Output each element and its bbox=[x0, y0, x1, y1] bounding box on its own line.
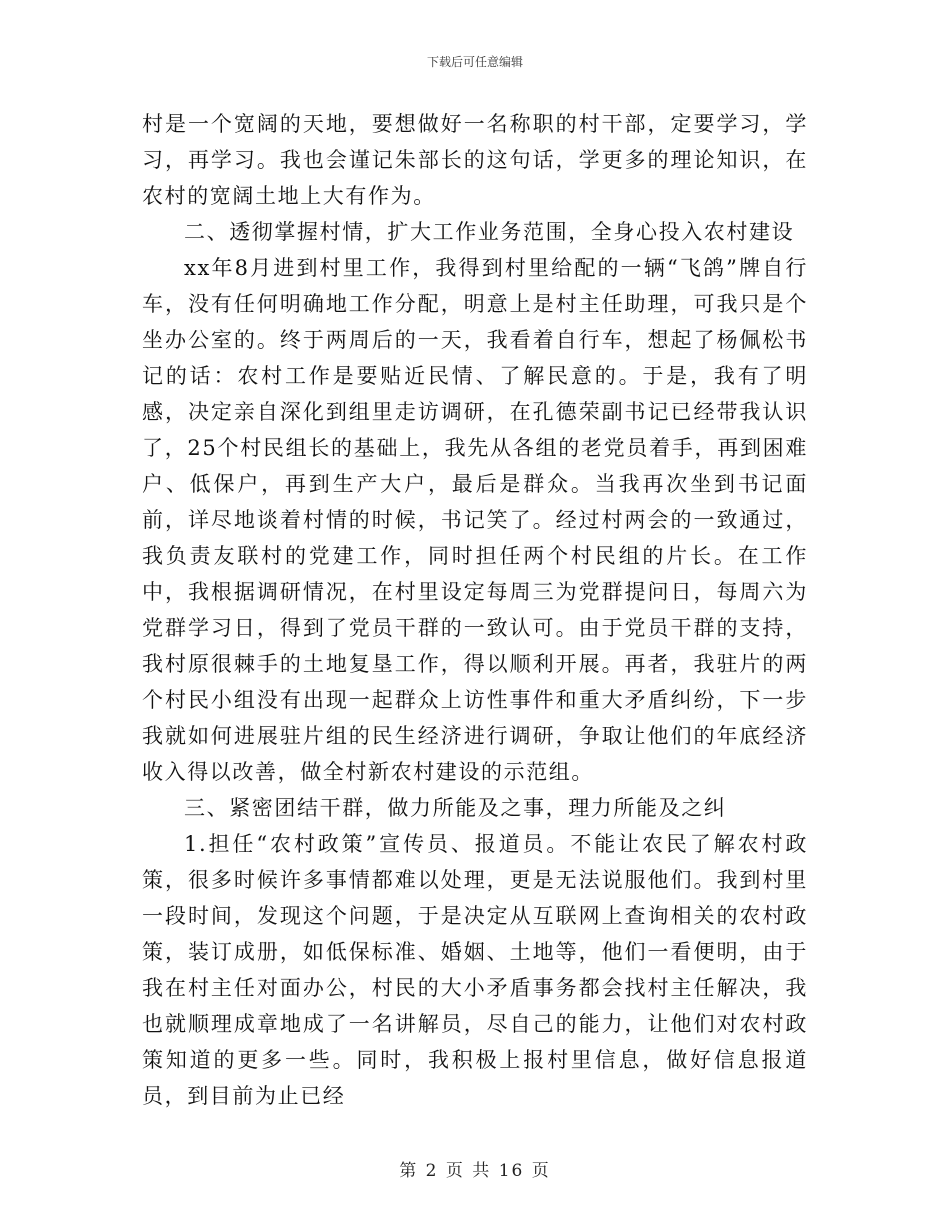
paragraph-continuation: 村是一个宽阔的天地，要想做好一名称职的村干部，定要学习，学习，再学习。我也会谨记朱部长的这句话，学更多的理论知识，在农村的宽阔土地上大有作为。 bbox=[142, 112, 808, 208]
section-heading-3: 三、紧密团结干群，做力所能及之事，理力所能及之纠 bbox=[184, 796, 727, 820]
paragraph-village-work: xx年8月进到村里工作，我得到村里给配的一辆“飞鸽”牌自行车，没有任何明确地工作分配，明意上是村主任助理，可我只是个坐办公室的。终于两周后的一天，我看着自行车，想起了杨佩松书记的话：农村工作是要贴近民情、了解民意的。于是，我有了明感，决定亲自深化到组里走访调研，在孔德荣副书记已经带我认识了，25个村民组长的基础上，我先从各组的老党员着手，再到困难户、低保户，再到生产大户，最后是群众。当我再次坐到书记面前，详尽地谈着村情的时候，书记笑了。经过村两会的一致通过，我负责友联村的党建工作，同时担任两个村民组的片长。在工作中，我根据调研情况，在村里设定每周三为党群提问日，每周六为党群学习日，得到了党员干群的一致认可。由于党员干群的支持，我村原很棘手的土地复垦工作，得以顺利开展。再者，我驻片的两个村民小组没有出现一起群众上访性事件和重大矛盾纠纷，下一步我就如何进展驻片组的民生经济进行调研，争取让他们的年底经济收入得以改善，做全村新农村建设的示范组。 bbox=[142, 256, 808, 784]
document-body bbox=[142, 106, 808, 1114]
paragraph-policy-promoter: 1.担任“农村政策”宣传员、报道员。不能让农民了解农村政策，很多时候许多事情都难以处理，更是无法说服他们。我到村里一段时间，发现这个问题，于是决定从互联网上查询相关的农村政策，装订成册，如低保标准、婚姻、土地等，他们一看便明，由于我在村主任对面办公，村民的大小矛盾事务都会找村主任解决，我也就顺理成章地成了一名讲解员，尽自己的能力，让他们对农村政策知道的更多一些。同时，我积极上报村里信息，做好信息报道员，到目前为止已经 bbox=[142, 832, 808, 1108]
page-footer: 第 2 页 共 16 页 bbox=[399, 1161, 551, 1181]
page-header: 下载后可任意编辑 bbox=[426, 55, 523, 69]
section-heading-2: 二、透彻掌握村情，扩大工作业务范围，全身心投入农村建设 bbox=[184, 220, 795, 244]
